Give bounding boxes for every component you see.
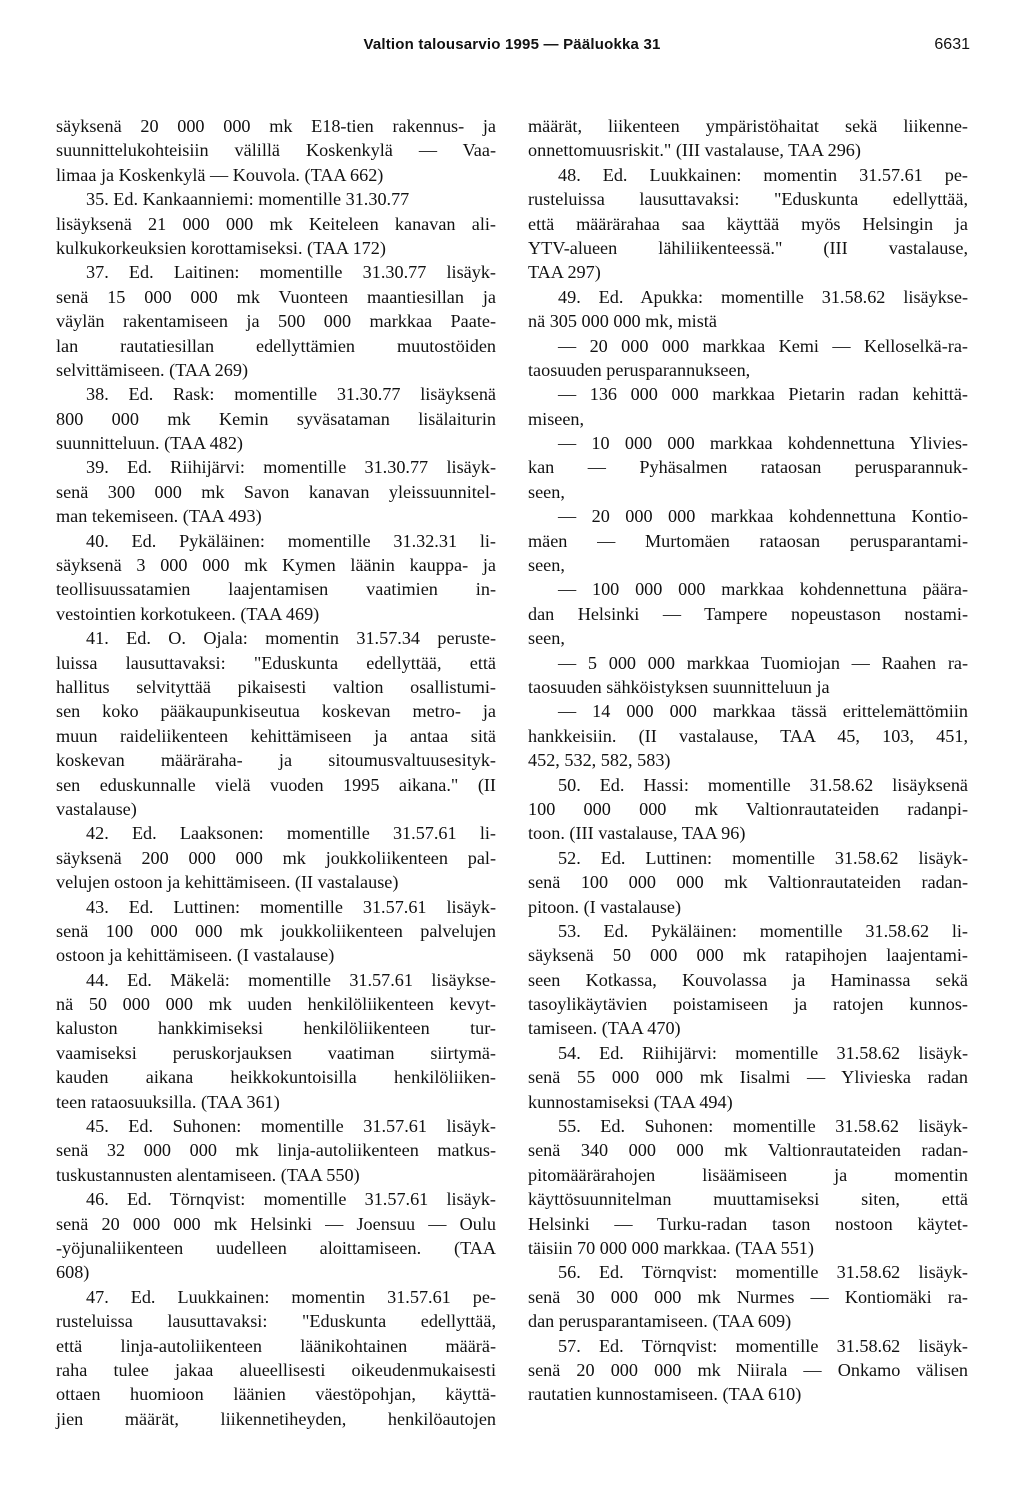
text-line: 608): [56, 1262, 90, 1283]
text-line: rusteluissa lausuttavaksi: "Eduskunta edellyttää,: [528, 189, 968, 210]
text-line: 452, 532, 582, 583): [528, 750, 671, 771]
text-line: 40. Ed. Pykäläinen: momentille 31.32.31 li-: [86, 530, 496, 551]
text-line: 57. Ed. Törnqvist: momentille 31.58.62 lisäyk-: [558, 1335, 968, 1356]
text-line: rusteluissa lausuttavaksi: "Eduskunta edellyttää,: [56, 1311, 496, 1332]
text-line: hallitus selvityttää pikaisesti valtion osallistumi-: [56, 676, 496, 697]
text-line: kulkukorkeuksien korottamiseksi. (TAA 172): [56, 237, 386, 258]
text-line: 56. Ed. Törnqvist: momentille 31.58.62 lisäyk-: [558, 1262, 968, 1283]
text-line: kaluston hankkimiseksi henkilöliikenteen tur-: [56, 1018, 496, 1039]
text-line: teollisuussatamien laajentamisen vaatimien in-: [56, 579, 496, 600]
text-line: senä 100 000 000 mk Valtionrautateiden radan-: [528, 872, 968, 893]
text-line: mäen — Murtomäen rataosan perusparantami-: [528, 530, 968, 551]
text-line: seen,: [528, 628, 565, 649]
text-line: raha tulee jakaa alueellisesti oikeudenmukaisesti: [56, 1359, 496, 1380]
text-line: että määrärahaa saa käyttää myös Helsingin ja: [528, 213, 968, 234]
page-number: 6631: [934, 36, 970, 53]
text-line: nä 50 000 000 mk uuden henkilöliikenteen kevyt-: [56, 994, 496, 1015]
text-line: 55. Ed. Suhonen: momentille 31.58.62 lisäyk-: [558, 1116, 968, 1137]
text-line: muun raideliikenteen kehittämiseen ja antaa sitä: [56, 725, 496, 746]
text-line: senä 100 000 000 mk joukkoliikenteen palvelujen: [56, 920, 496, 941]
text-line: käyttösuunnitelman muuttamiseksi siten, että: [528, 1189, 968, 1210]
text-line: 53. Ed. Pykäläinen: momentille 31.58.62 li-: [558, 920, 968, 941]
text-line: ostoon ja kehittämiseen. (I vastalause): [56, 945, 335, 966]
text-line: 47. Ed. Luukkainen: momentin 31.57.61 pe-: [86, 1286, 496, 1307]
text-line: 43. Ed. Luttinen: momentille 31.57.61 lisäyk-: [86, 896, 496, 917]
text-line: rautatien kunnostamiseen. (TAA 610): [528, 1384, 802, 1405]
text-line: selvittämiseen. (TAA 269): [56, 359, 248, 380]
text-line: seen Kotkassa, Kouvolassa ja Haminassa sekä: [528, 969, 968, 990]
text-line: taosuuden perusparannukseen,: [528, 359, 751, 380]
text-line: koskevan määräraha- ja sitoumusvaltuusesityk-: [56, 750, 496, 771]
text-line: teen rataosuuksilla. (TAA 361): [56, 1091, 280, 1112]
text-line: — 5 000 000 markkaa Tuomiojan — Raahen ra-: [558, 652, 968, 673]
text-line: 42. Ed. Laaksonen: momentille 31.57.61 li-: [86, 823, 496, 844]
text-line: kan — Pyhäsalmen rataosan perusparannuk-: [528, 457, 968, 478]
text-line: 35. Ed. Kankaanniemi: momentille 31.30.77: [86, 189, 410, 210]
text-line: — 20 000 000 markkaa Kemi — Kelloselkä-ra-: [558, 335, 968, 356]
text-line: 54. Ed. Riihijärvi: momentille 31.58.62 lisäyk-: [558, 1042, 968, 1063]
text-line: 800 000 mk Kemin syväsataman lisälaiturin: [56, 408, 496, 429]
text-line: — 100 000 000 markkaa kohdennettuna päära-: [558, 579, 968, 600]
text-line: säyksenä 200 000 000 mk joukkoliikenteen pal-: [56, 847, 496, 868]
text-line: — 10 000 000 markkaa kohdennettuna Ylivies-: [558, 433, 968, 454]
text-line: dan perusparantamiseen. (TAA 609): [528, 1311, 792, 1332]
text-line: tuskustannusten alentamiseen. (TAA 550): [56, 1164, 360, 1185]
text-line: miseen,: [528, 408, 585, 429]
text-line: tasoylikäytävien poistamiseen ja ratojen kunnos-: [528, 994, 968, 1015]
text-line: tamiseen. (TAA 470): [528, 1018, 681, 1039]
text-line: Helsinki — Turku-radan tason nostoon käytet-: [528, 1213, 968, 1234]
text-line: limaa ja Koskenkylä — Kouvola. (TAA 662): [56, 164, 384, 185]
text-line: senä 300 000 mk Savon kanavan yleissuunnitel-: [56, 481, 496, 502]
text-line: vaamiseksi peruskorjauksen vaatiman siirtymä-: [56, 1042, 496, 1063]
text-line: — 136 000 000 markkaa Pietarin radan kehittä-: [558, 384, 968, 405]
text-line: velujen ostoon ja kehittämiseen. (II vastalause): [56, 872, 399, 893]
text-line: lisäyksenä 21 000 000 mk Keiteleen kanavan ali-: [56, 213, 496, 234]
text-line: luissa lausuttavaksi: "Eduskunta edellyttää, että: [56, 652, 496, 673]
text-line: onnettomuusriskit." (III vastalause, TAA 296): [528, 140, 861, 161]
text-line: -yöjunaliikenteen uudelleen aloittamiseen. (TAA: [56, 1237, 496, 1258]
page-header: [0, 36, 1024, 60]
text-line: senä 30 000 000 mk Nurmes — Kontiomäki ra-: [528, 1286, 968, 1307]
text-line: kauden aikana heikkokuntoisilla henkilöliiken-: [56, 1067, 496, 1088]
text-line: jien määrät, liikennetiheyden, henkilöautojen: [56, 1408, 496, 1429]
text-line: — 14 000 000 markkaa tässä erittelemättömiin: [558, 701, 968, 722]
text-line: TAA 297): [528, 262, 601, 283]
text-line: nä 305 000 000 mk, mistä: [528, 311, 717, 332]
text-line: taosuuden sähköistyksen suunnitteluun ja: [528, 676, 830, 697]
text-line: määrät, liikenteen ympäristöhaitat sekä liikenne-: [528, 116, 968, 136]
text-line: 41. Ed. O. Ojala: momentin 31.57.34 peruste-: [86, 628, 496, 649]
text-line: dan Helsinki — Tampere nopeustason nostami-: [528, 603, 968, 624]
text-line: säyksenä 3 000 000 mk Kymen läänin kauppa- ja: [56, 555, 496, 576]
text-line: 50. Ed. Hassi: momentille 31.58.62 lisäyksenä: [558, 774, 968, 795]
text-line: YTV-alueen lähiliikenteessä." (III vastalause,: [528, 237, 968, 258]
text-line: vastalause): [56, 798, 137, 819]
text-line: suunnitteluun. (TAA 482): [56, 433, 243, 454]
text-line: 52. Ed. Luttinen: momentille 31.58.62 lisäyk-: [558, 847, 968, 868]
text-line: senä 15 000 000 mk Vuonteen maantiesillan ja: [56, 286, 496, 307]
text-line: pitoon. (I vastalause): [528, 896, 682, 917]
running-header-title: Valtion talousarvio 1995 — Pääluokka 31: [363, 36, 661, 53]
text-line: että linja-autoliikenteen läänikohtainen määrä-: [56, 1335, 496, 1356]
text-line: 44. Ed. Mäkelä: momentille 31.57.61 lisäykse-: [86, 969, 496, 990]
text-line: lan rautatiesillan edellyttämien muutostöiden: [56, 335, 496, 356]
text-line: senä 55 000 000 mk Iisalmi — Ylivieska radan: [528, 1067, 968, 1088]
text-line: senä 20 000 000 mk Helsinki — Joensuu — Oulu: [56, 1213, 496, 1234]
right-text-column: [528, 114, 968, 1407]
text-line: seen,: [528, 555, 565, 576]
text-line: toon. (III vastalause, TAA 96): [528, 823, 746, 844]
text-line: 45. Ed. Suhonen: momentille 31.57.61 lisäyk-: [86, 1116, 496, 1137]
text-line: — 20 000 000 markkaa kohdennettuna Kontio-: [558, 506, 968, 527]
text-line: senä 32 000 000 mk linja-autoliikenteen matkus-: [56, 1140, 496, 1161]
text-line: täisiin 70 000 000 markkaa. (TAA 551): [528, 1237, 814, 1258]
text-line: 46. Ed. Törnqvist: momentille 31.57.61 lisäyk-: [86, 1189, 496, 1210]
text-line: man tekemiseen. (TAA 493): [56, 506, 262, 527]
text-line: kunnostamiseksi (TAA 494): [528, 1091, 733, 1112]
text-line: sen koko pääkaupunkiseutua koskevan metro- ja: [56, 701, 496, 722]
text-line: suunnittelukohteisiin välillä Koskenkylä — Vaa-: [56, 140, 496, 161]
text-line: säyksenä 50 000 000 mk ratapihojen laajentami-: [528, 945, 968, 966]
text-line: säyksenä 20 000 000 mk E18-tien rakennus- ja: [56, 116, 496, 136]
text-line: sen eduskunnalle vielä vuoden 1995 aikana." (II: [56, 774, 496, 795]
text-line: 38. Ed. Rask: momentille 31.30.77 lisäyksenä: [86, 384, 496, 405]
text-line: 49. Ed. Apukka: momentille 31.58.62 lisäykse-: [558, 286, 968, 307]
text-line: senä 20 000 000 mk Niirala — Onkamo välisen: [528, 1359, 968, 1380]
text-line: 39. Ed. Riihijärvi: momentille 31.30.77 lisäyk-: [86, 457, 496, 478]
text-line: ottaen huomioon läänien väestöpohjan, käyttä-: [56, 1384, 496, 1405]
text-line: vestointien korkotukeen. (TAA 469): [56, 603, 320, 624]
text-line: väylän rakentamiseen ja 500 000 markkaa Paate-: [56, 311, 496, 332]
text-line: seen,: [528, 481, 565, 502]
text-line: pitomäärärahojen lisäämiseen ja momentin: [528, 1164, 968, 1185]
text-line: 37. Ed. Laitinen: momentille 31.30.77 lisäyk-: [86, 262, 496, 283]
text-line: 48. Ed. Luukkainen: momentin 31.57.61 pe-: [558, 164, 968, 185]
text-line: hankkeisiin. (II vastalause, TAA 45, 103, 451,: [528, 725, 968, 746]
left-text-column: [56, 114, 496, 1431]
text-line: senä 340 000 000 mk Valtionrautateiden radan-: [528, 1140, 968, 1161]
text-line: 100 000 000 mk Valtionrautateiden radanpi-: [528, 798, 968, 819]
